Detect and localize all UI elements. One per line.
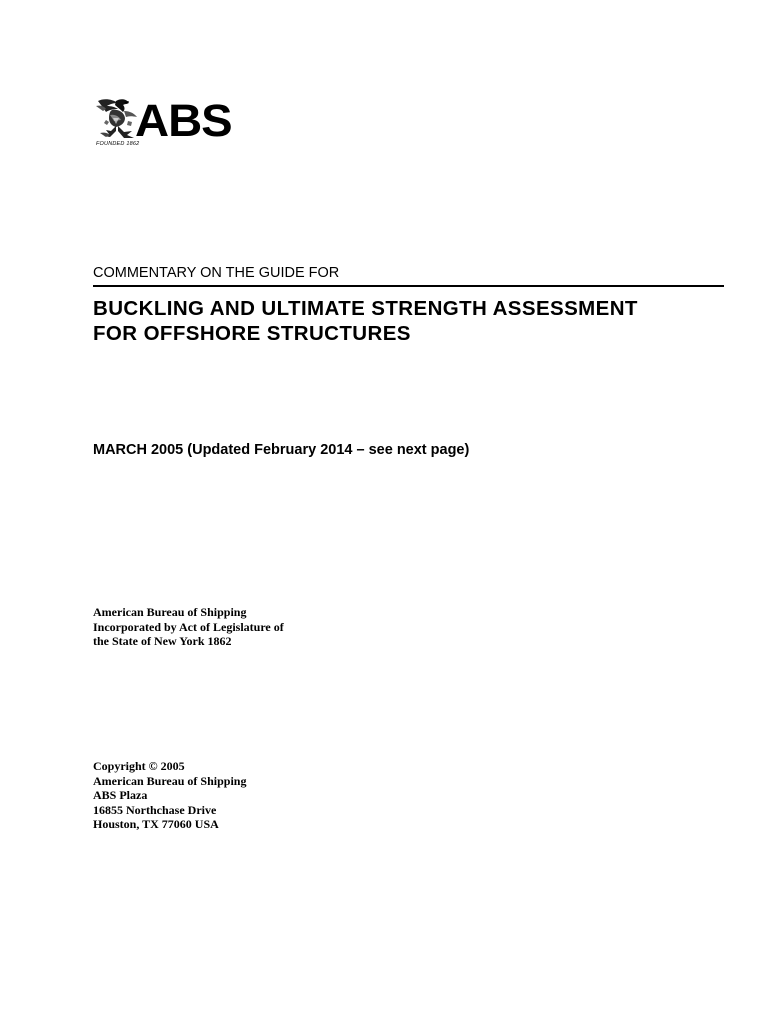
copyright-line: Copyright © 2005 — [93, 759, 185, 773]
copyright-line: Houston, TX 77060 USA — [93, 817, 219, 831]
abs-logo — [94, 97, 254, 151]
copyright-line: ABS Plaza — [93, 788, 148, 802]
organization-line: the State of New York 1862 — [93, 634, 232, 648]
organization-line: American Bureau of Shipping — [93, 605, 247, 619]
copyright-line: 16855 Northchase Drive — [93, 802, 217, 817]
document-title — [93, 296, 638, 346]
logo-founded-text: FOUNDED 1862 — [96, 141, 140, 147]
organization-block — [93, 605, 284, 649]
document-kicker: COMMENTARY ON THE GUIDE FOR — [93, 265, 340, 281]
logo-wordmark: ABS — [135, 95, 232, 146]
organization-line: Incorporated by Act of Legislature of — [93, 619, 284, 634]
edition-date: MARCH 2005 (Updated February 2014 – see next page) — [93, 442, 470, 458]
copyright-block — [93, 759, 246, 832]
title-line-1: BUCKLING AND ULTIMATE STRENGTH ASSESSMENT — [93, 297, 638, 320]
title-divider — [93, 285, 724, 287]
title-line-2: FOR OFFSHORE STRUCTURES — [93, 322, 411, 345]
copyright-line: American Bureau of Shipping — [93, 773, 247, 788]
